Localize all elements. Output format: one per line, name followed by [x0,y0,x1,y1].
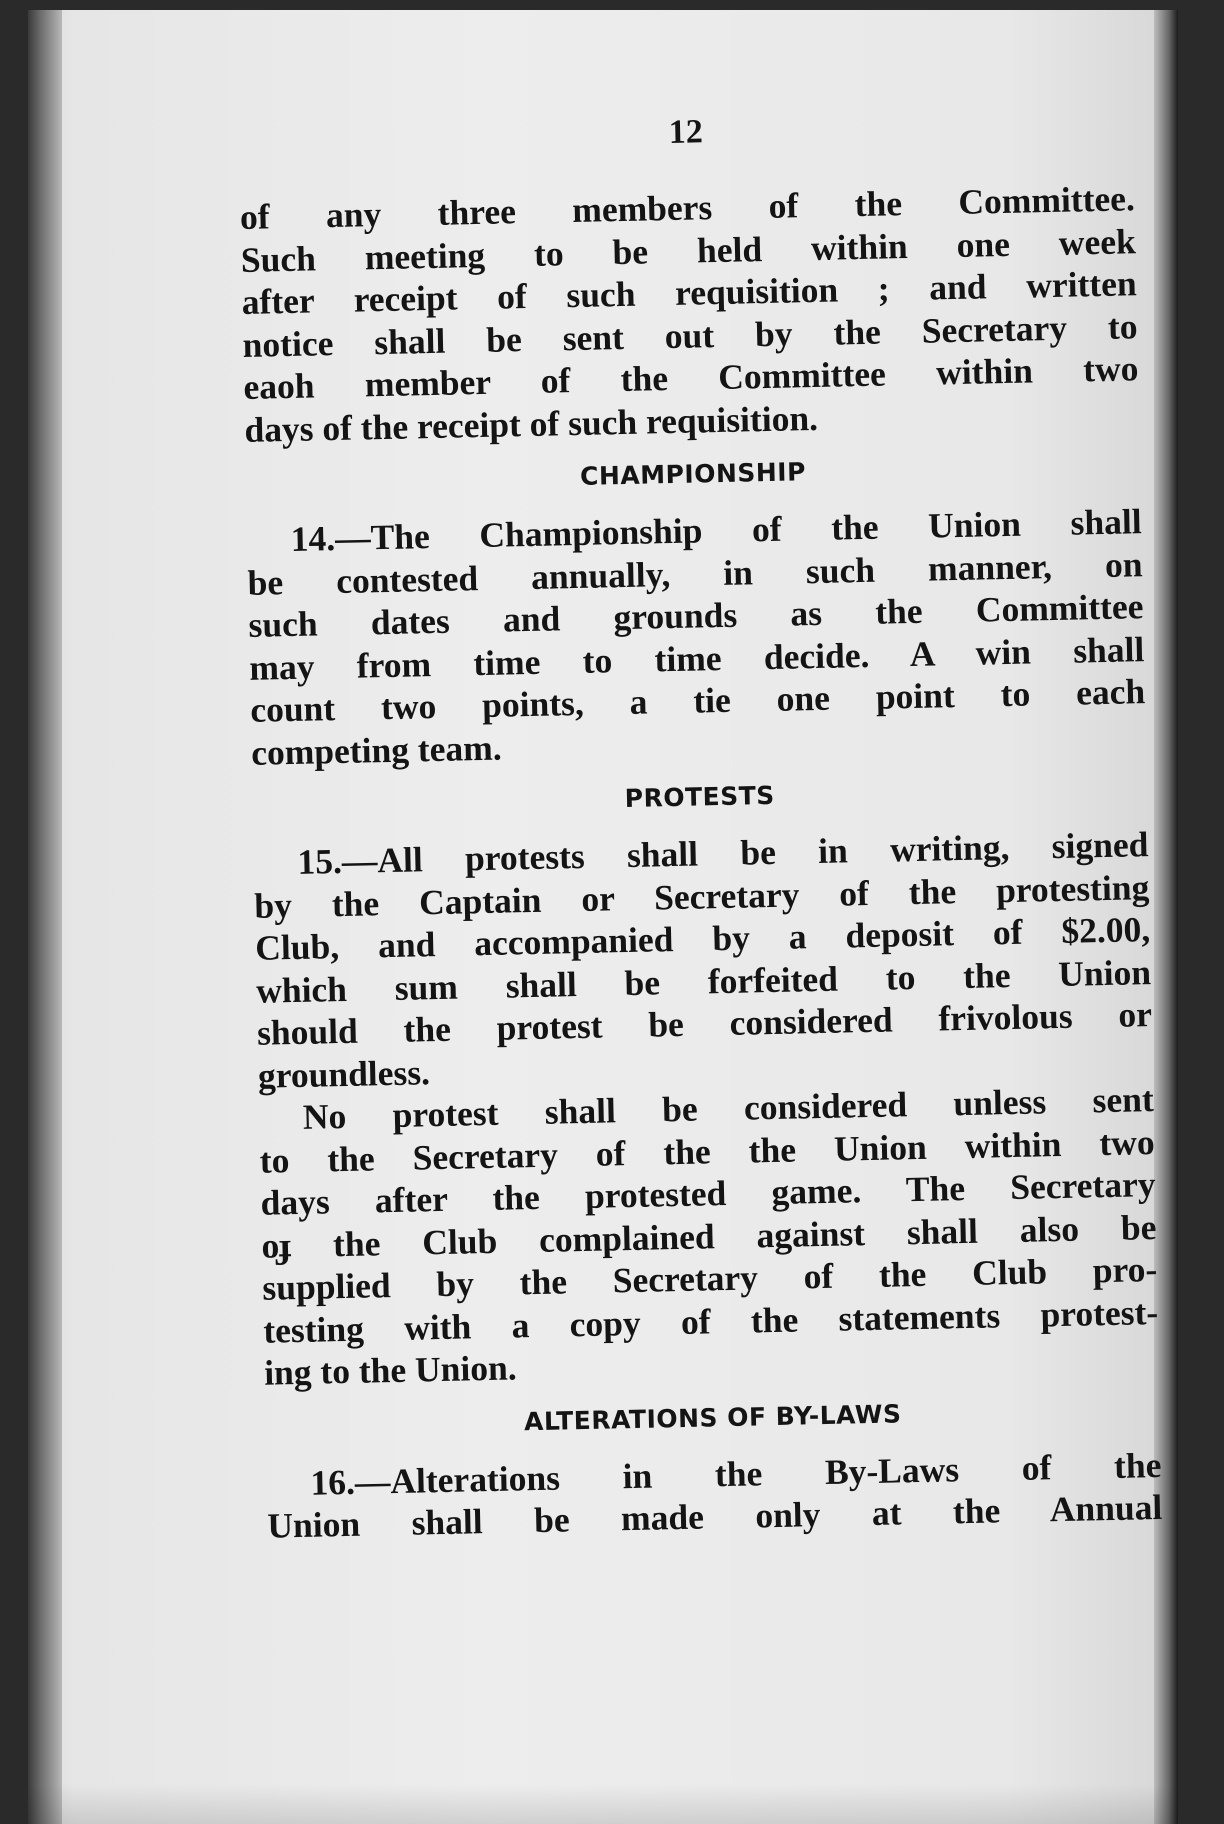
text-line: which sum shall be forfeited to the Union [255,951,1152,1011]
page-bottom-shadow [28,1784,1178,1824]
text-line: Union shall be made only at the Annual [266,1486,1163,1546]
text-line: 14.—The Championship of the Union shall [290,501,1142,559]
continuation-paragraph [240,177,1140,451]
text-line: count two points, a tie one point to each [249,671,1146,730]
book-binding-shadow [28,10,62,1824]
protests-paragraph-1 [253,823,1153,1097]
text-line: days of the receipt of such requisition. [244,397,819,450]
text-line: should the protest be considered frivolous or [256,994,1153,1053]
text-line: be contested annually, in such manner, on [247,543,1143,603]
text-line: competing team. [250,727,502,773]
text-line: may from time to time decide. A win shall [249,628,1145,688]
text-line: ing to the Union. [263,1347,518,1393]
text-line: supplied by the Secretary of the Club pro- [262,1249,1158,1308]
text-line: groundless. [257,1051,431,1096]
page-number: 12 [668,113,704,151]
heading-championship: CHAMPIONSHIP [579,457,807,491]
text-line: Club, and accompanied by a deposit of $2.00, [254,909,1151,968]
text-line: by the Captain or Secretary of the protesting [253,866,1150,926]
text-line: after receipt of such requisition ; and written [241,263,1137,322]
text-line: oɟ the Club complained against shall also be [261,1206,1157,1266]
text-line: days after the protested game. The Secretary [260,1164,1156,1223]
heading-alterations-of-by-laws: ALTERATIONS OF BY-LAWS [523,1398,902,1436]
text-line: of any three members of the Committee. [239,178,1136,237]
championship-paragraph [246,500,1146,774]
text-line: notice shall be sent out by the Secretary to [242,305,1138,365]
book-page [28,10,1178,1824]
heading-protests: PROTESTS [624,780,776,814]
text-line: eaoh member of the Committee within two [243,348,1139,407]
text-line: 16.—Alterations in the By-Laws of the [310,1444,1162,1503]
protests-paragraph-2 [258,1078,1159,1394]
text-line: 15.—All protests shall be in writing, signed [297,824,1149,882]
alterations-paragraph [266,1443,1163,1547]
text-line: No protest shall be considered unless sent [302,1079,1155,1137]
text-line: Such meeting to be held within one week [240,220,1137,280]
text-line: such dates and grounds as the Committee [248,586,1144,645]
page-right-edge [1154,10,1178,1824]
text-line: testing with a copy of the statements protest- [262,1291,1159,1351]
text-line: to the Secretary of the the Union within two [259,1121,1155,1181]
page-text-block [238,103,1163,1547]
